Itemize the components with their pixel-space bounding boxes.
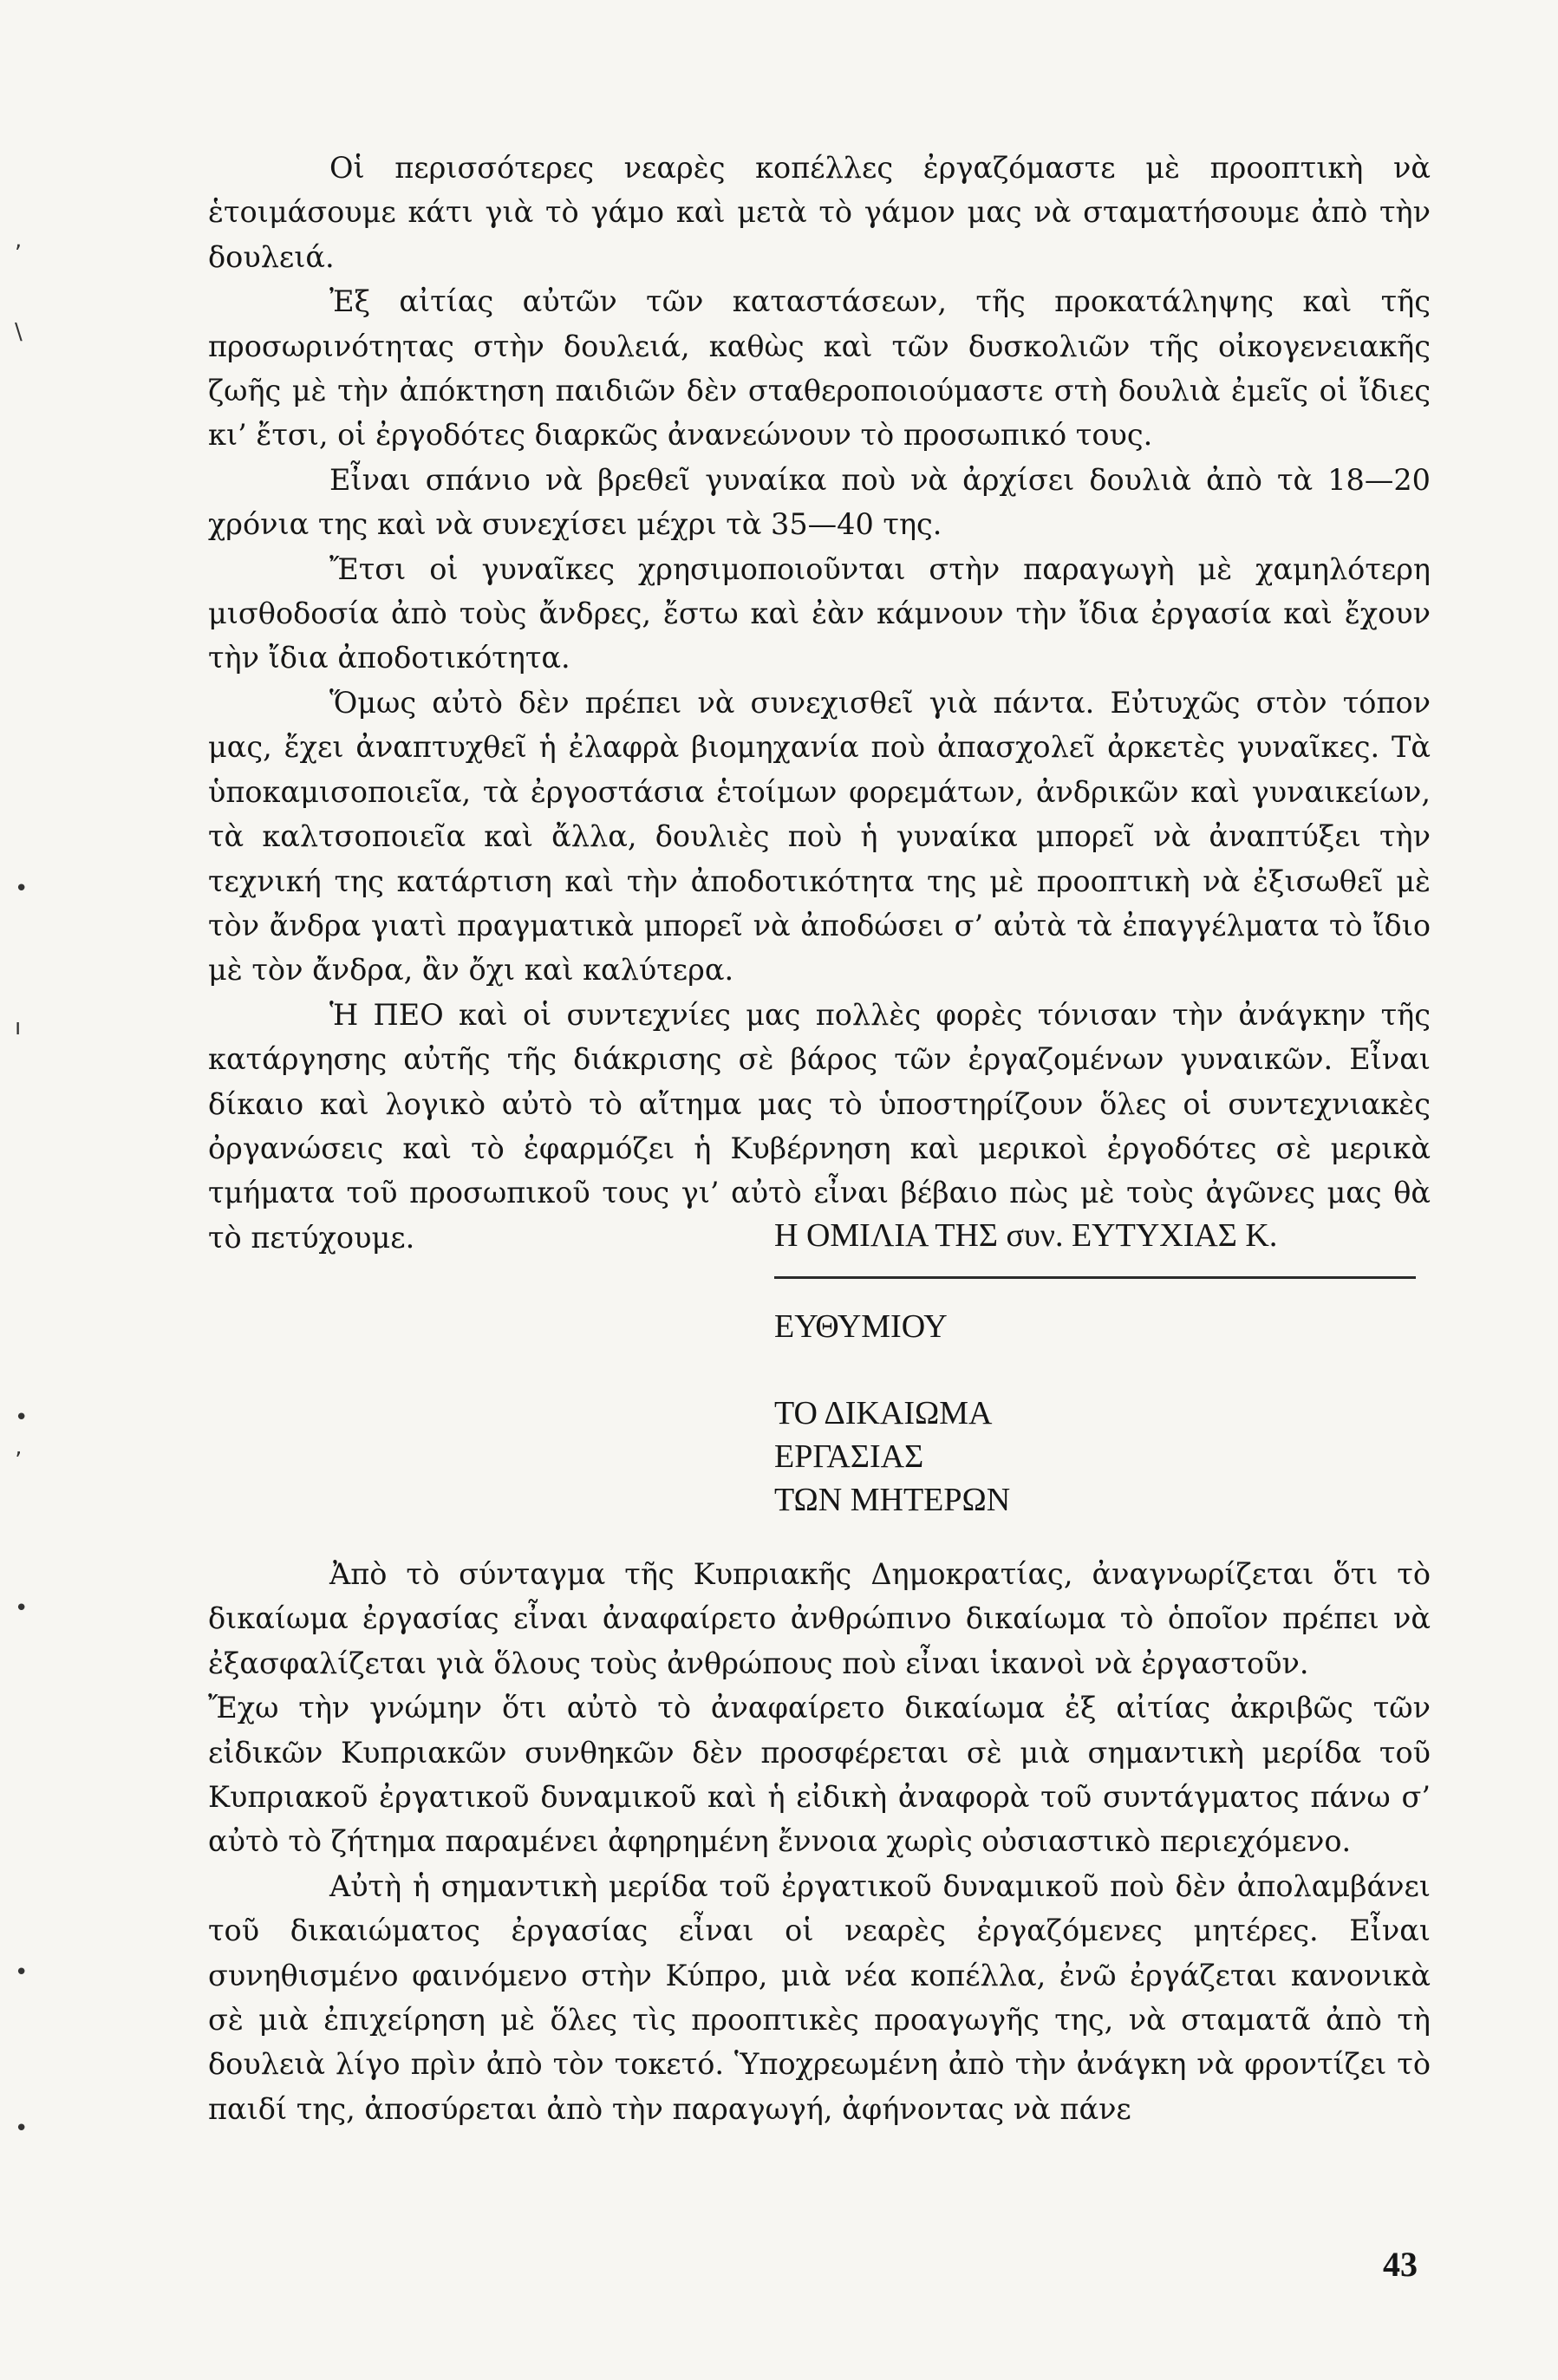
- heading-rule: [774, 1276, 1416, 1279]
- title-line-3: ΤΩΝ ΜΗΤΕΡΩΝ: [774, 1482, 1011, 1518]
- margin-mark: •: [15, 876, 29, 902]
- margin-mark: \: [15, 319, 23, 345]
- paragraph: Ἡ ΠΕΟ καὶ οἱ συντεχνίες μας πολλὲς φορὲς τόνισαν τὴν ἀνάγκην τῆς κατάργησης αὐτῆς τῆς διάκρισης σὲ βάρος τῶν ἐργαζομένων γυναικῶν. Εἶναι δίκαιο καὶ λογικὸ αὐτὸ τὸ αἴτημα μας τὸ ὑποστηρίζουν ὅλες οἱ συντεχνιακὲς ὀργανώσεις καὶ τὸ ἐφαρμόζει ἡ Κυβέρνηση καὶ μερικοὶ ἐργοδότες σὲ μερικὰ τμήματα τοῦ προσωπικοῦ τους γι’ αὐτὸ εἶναι βέβαιο πὼς μὲ τοὺς ἀγῶνες μας θὰ τὸ πετύχουμε.: [208, 997, 1431, 1255]
- paragraph: Ὅμως αὐτὸ δὲν πρέπει νὰ συνεχισθεῖ γιὰ πάντα. Εὐτυχῶς στὸν τόπον μας, ἔχει ἀναπτυχθεῖ ἡ ἐλαφρὰ βιομηχανία ποὺ ἀπασχολεῖ ἀρκετὲς γυναῖκες. Τὰ ὑποκαμισοποιεῖα, τὰ ἐργοστάσια ἑτοίμων φορεμάτων, ἀνδρικῶν καὶ γυναικείων, τὰ καλτσοποιεῖα καὶ ἄλλα, δουλιὲς ποὺ ἡ γυναίκα μπορεῖ νὰ ἀναπτύξει τὴν τεχνική της κατάρτιση καὶ τὴν ἀποδοτικότητα της μὲ προοπτικὴ νὰ ἐξισωθεῖ μὲ τὸν ἄνδρα γιατὶ πραγματικὰ μπορεῖ νὰ ἀποδώσει σ’ αὐτὰ τὰ ἐπαγγέλματα τὸ ἴδιο μὲ τὸν ἄνδρα, ἂν ὄχι καὶ καλύτερα.: [208, 685, 1431, 988]
- body-text-section-1: [208, 146, 1431, 1260]
- paragraph: Ἔτσι οἱ γυναῖκες χρησιμοποιοῦνται στὴν παραγωγὴ μὲ χαμηλότερη μισθοδοσία ἀπὸ τοὺς ἄνδρες, ἔστω καὶ ἐὰν κάμνουν τὴν ἴδια ἐργασία καὶ ἔχουν τὴν ἴδια ἀποδοτικότητα.: [208, 551, 1431, 675]
- margin-mark: •: [15, 1405, 29, 1431]
- paragraph: Ἐξ αἰτίας αὐτῶν τῶν καταστάσεων, τῆς προκατάληψης καὶ τῆς προσωρινότητας στὴν δουλειά, καθὼς καὶ τῶν δυσκολιῶν τῆς οἰκογενειακῆς ζωῆς μὲ τὴν ἀπόκτηση παιδιῶν δὲν σταθεροποιούμαστε στὴ δουλιὰ ἐμεῖς οἱ ἴδιες κι’ ἔτσι, οἱ ἐργοδότες διαρκῶς ἀνανεώνουν τὸ προσωπικό τους.: [208, 284, 1431, 453]
- speech-heading-line-2: ΕΥΘΥΜΙΟΥ: [774, 1308, 948, 1345]
- margin-mark: •: [15, 1959, 29, 1986]
- margin-mark: ı: [15, 1014, 22, 1040]
- title-line-2: ΕΡΓΑΣΙΑΣ: [774, 1438, 924, 1475]
- paragraph: Οἱ περισσότερες νεαρὲς κοπέλλες ἐργαζόμαστε μὲ προοπτικὴ νὰ ἑτοιμάσουμε κάτι γιὰ τὸ γάμο καὶ μετὰ τὸ γάμον μας νὰ σταματήσουμε ἀπὸ τὴν δουλειά.: [208, 151, 1431, 274]
- margin-mark: ʼ: [15, 1448, 23, 1474]
- paragraph: Ἀπὸ τὸ σύνταγμα τῆς Κυπριακῆς Δημοκρατίας, ἀναγνωρίζεται ὅτι τὸ δικαίωμα ἐργασίας εἶναι ἀναφαίρετο ἀνθρώπινο δικαίωμα τὸ ὁποῖον πρέπει νὰ ἐξασφαλίζεται γιὰ ὅλους τοὺς ἀνθρώπους ποὺ εἶναι ἱκανοὶ νὰ ἐργαστοῦν.: [208, 1557, 1431, 1680]
- speech-heading: [774, 1214, 1433, 1348]
- paragraph: Εἶναι σπάνιο νὰ βρεθεῖ γυναίκα ποὺ νὰ ἀρχίσει δουλιὰ ἀπὸ τὰ 18—20 χρόνια της καὶ νὰ συνεχίσει μέχρι τὰ 35—40 της.: [208, 462, 1431, 542]
- margin-mark: •: [15, 1595, 29, 1621]
- page-number: 43: [1383, 2245, 1418, 2284]
- paragraph: Ἔχω τὴν γνώμην ὅτι αὐτὸ τὸ ἀναφαίρετο δικαίωμα ἐξ αἰτίας ἀκριβῶς τῶν εἰδικῶν Κυπριακῶν συνθηκῶν δὲν προσφέρεται σὲ μιὰ σημαντικὴ μερίδα τοῦ Κυπριακοῦ ἐργατικοῦ δυναμικοῦ καὶ ἡ εἰδικὴ ἀναφορὰ τοῦ συντάγματος πάνω σ’ αὐτὸ τὸ ζήτημα παραμένει ἀφηρημένη ἔννοια χωρὶς οὐσιαστικὸ περιεχόμενο.: [208, 1691, 1431, 1859]
- body-text-section-2: [208, 1552, 1431, 2131]
- paragraph: Αὐτὴ ἡ σημαντικὴ μερίδα τοῦ ἐργατικοῦ δυναμικοῦ ποὺ δὲν ἀπολαμβάνει τοῦ δικαιώματος ἐργασίας εἶναι οἱ νεαρὲς ἐργαζόμενες μητέρες. Εἶναι συνηθισμένο φαινόμενο στὴν Κύπρο, μιὰ νέα κοπέλλα, ἐνῶ ἐργάζεται κανονικὰ σὲ μιὰ ἐπιχείρηση μὲ ὅλες τὶς προοπτικὲς προαγωγῆς της, νὰ σταματᾶ ἀπὸ τὴ δουλειὰ λίγο πρὶν ἀπὸ τὸν τοκετό. Ὑποχρεωμένη ἀπὸ τὴν ἀνάγκη νὰ φροντίζει τὸ παιδί της, ἀποσύρεται ἀπὸ τὴν παραγωγή, ἀφήνοντας νὰ πάνε: [208, 1868, 1431, 2126]
- article-title: [774, 1392, 1433, 1522]
- title-line-1: ΤΟ ΔΙΚΑΙΩΜΑ: [774, 1395, 993, 1431]
- margin-mark: •: [15, 2116, 29, 2142]
- margin-mark: ,: [15, 227, 23, 253]
- speech-heading-line-1: Η ΟΜΙΛΙΑ ΤΗΣ συν. ΕΥΤΥΧΙΑΣ Κ.: [774, 1217, 1278, 1254]
